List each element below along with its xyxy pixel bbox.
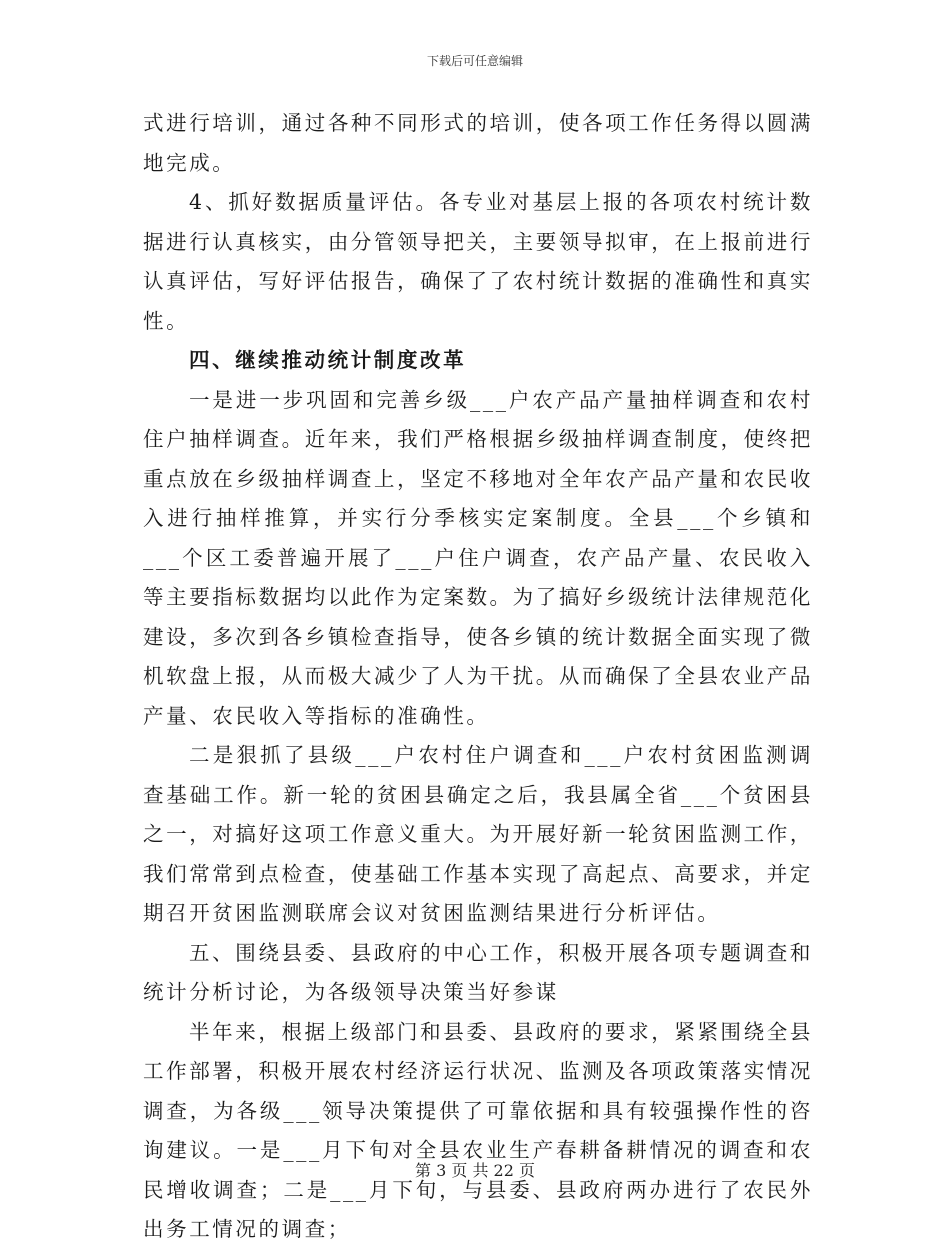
section-heading-reform: 四、继续推动统计制度改革 (189, 348, 467, 372)
paragraph-data-quality: 4、抓好数据质量评估。各专业对基层上报的各项农村统计数据进行认真核实，由分管领导把关，主要领导拟审，在上报前进行认真评估，写好评估报告，确保了了农村统计数据的准确性和真实性。 (143, 190, 813, 333)
section-heading-special-surveys: 五、围绕县委、县政府的中心工作，积极开展各项专题调查和统计分析讨论，为各级领导决策当好参谋 (143, 940, 813, 1004)
paragraph-township-survey: 一是进一步巩固和完善乡级___户农产品产量抽样调查和农村住户抽样调查。近年来，我们严格根据乡级抽样调查制度，使终把重点放在乡级抽样调查上，坚定不移地对全年农产品产量和农民收入进行抽样推算，并实行分季核实定案制度。全县___个乡镇和___个区工委普遍开展了___户住户调查，农产品产量、农民收入等主要指标数据均以此作为定案数。为了搞好乡级统计法律规范化建设，多次到各乡镇检查指导，使各乡镇的统计数据全面实现了微机软盘上报，从而极大减少了人为干扰。从而确保了全县农业产品产量、农民收入等指标的准确性。 (143, 387, 813, 728)
page-header: 下载后可任意编辑 (426, 54, 523, 68)
document-body (143, 104, 813, 1250)
page-number: 第 3 页 共 22 页 (415, 1161, 535, 1180)
paragraph-half-year: 半年来，根据上级部门和县委、县政府的要求，紧紧围绕全县工作部署，积极开展农村经济运行状况、监测及各项政策落实情况调查，为各级___领导决策提供了可靠依据和具有较强操作性的咨询建议。一是___月下旬对全县农业生产春耕备耕情况的调查和农民增收调查；二是___月下旬，与县委、县政府两办进行了农民外出务工情况的调查； (143, 1019, 813, 1241)
paragraph-county-survey: 二是狠抓了县级___户农村住户调查和___户农村贫困监测调查基础工作。新一轮的贫困县确定之后，我县属全省___个贫困县之一，对搞好这项工作意义重大。为开展好新一轮贫困监测工作，我们常常到点检查，使基础工作基本实现了高起点、高要求，并定期召开贫困监测联席会议对贫困监测结果进行分析评估。 (143, 743, 813, 925)
paragraph-training-continuation: 式进行培训，通过各种不同形式的培训，使各项工作任务得以圆满地完成。 (143, 111, 813, 175)
